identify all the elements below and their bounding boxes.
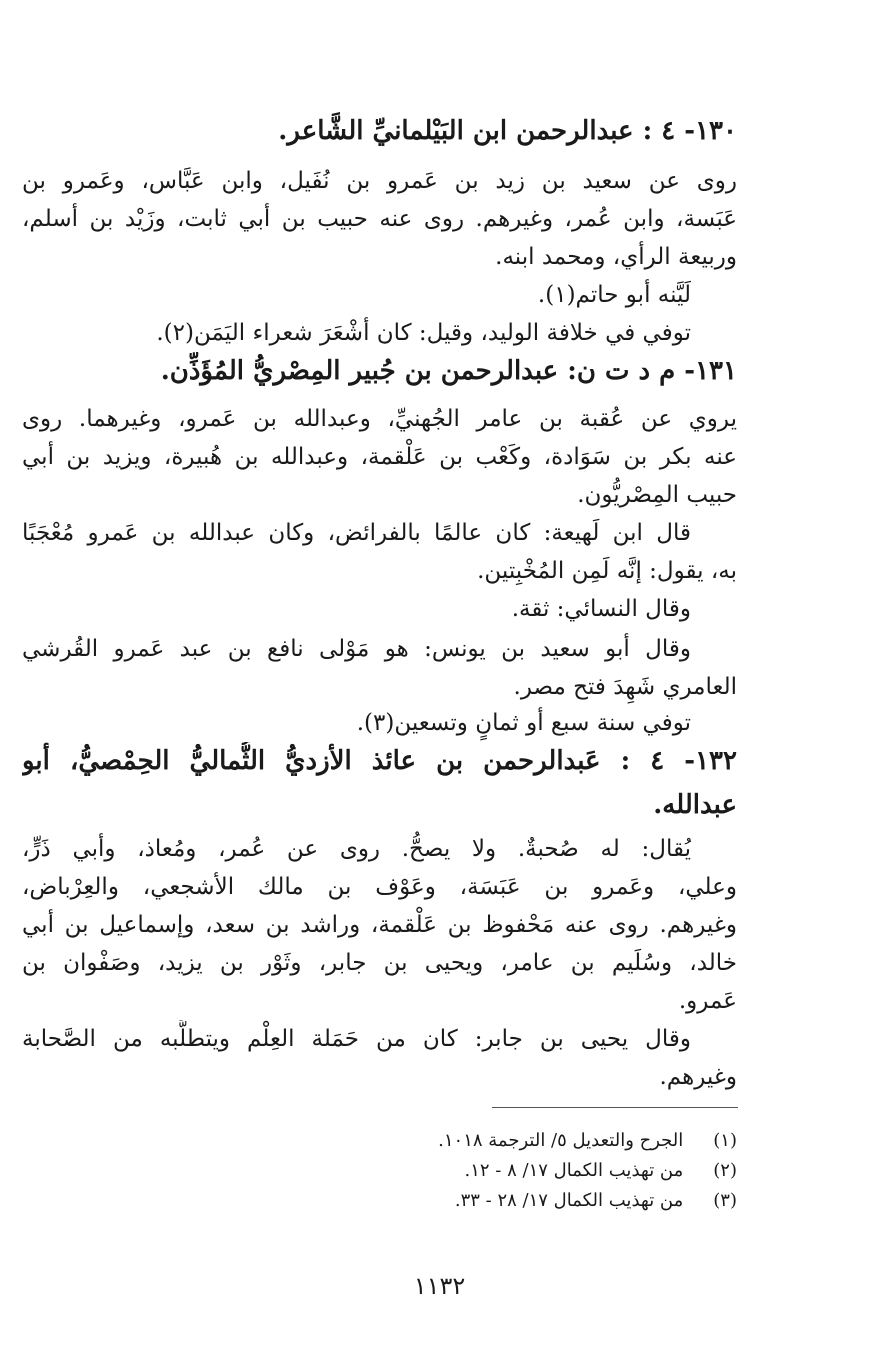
entry-132-line-2: وعلي، وعَمرو بن عَبَسَة، وعَوْف بن مالك الأشجعي، والعِرْباض،: [22, 874, 737, 900]
footnote-1-number: (١): [713, 1130, 737, 1151]
footnote-2-text: من تهذيب الكمال ١٧/ ٨ - ١٢.: [464, 1160, 684, 1181]
entry-132-line-3: وغيرهم. روى عنه مَحْفوظ بن عَلْقمة، وراشد بن سعد، وإسماعيل بن أبي: [22, 912, 737, 938]
entry-131-line-5: به، يقول: إنَّه لَمِن المُخْبِتين.: [477, 558, 737, 584]
footnote-1-text: الجرح والتعديل ٥/ الترجمة ١٠١٨.: [438, 1130, 684, 1151]
footnote-3-number: (٣): [713, 1190, 737, 1211]
entry-131-line-4: قال ابن لَهيعة: كان عالمًا بالفرائض، وكان عبدالله بن عَمرو مُعْجَبًا: [22, 520, 691, 546]
entry-132-heading: ١٣٢- ٤ : عَبدالرحمن بن عائذ الأزديُّ الثُّماليُّ الحِمْصيُّ، أبو: [22, 746, 737, 776]
footnote-3-text: من تهذيب الكمال ١٧/ ٢٨ - ٣٣.: [454, 1190, 684, 1211]
entry-130-heading: ١٣٠- ٤ : عبدالرحمن ابن البَيْلمانيِّ الشَّاعر.: [278, 116, 737, 146]
entry-131-line-6: وقال النسائي: ثقة.: [511, 596, 691, 622]
footnote-1: [22, 1126, 737, 1156]
entry-130-line-2: عَبَسة، وابن عُمر، وغيرهم. روى عنه حبيب بن أبي ثابت، وزَيْد بن أسلم،: [22, 206, 737, 232]
footnote-separator: [492, 1107, 738, 1108]
entry-132-line-6: وقال يحيى بن جابر: كان من حَمَلة العِلْم ويتطلَّبه من الصَّحابة: [22, 1026, 691, 1052]
entry-131-line-9: توفي سنة سبع أو ثمانٍ وتسعين(٣).: [356, 710, 691, 736]
entry-132-heading-cont: عبدالله.: [653, 790, 737, 820]
entry-131-heading: ١٣١- م د ت ن: عبدالرحمن بن جُبير المِصْريُّ المُؤَذِّن.: [160, 356, 737, 386]
page-number: ١١٣٢: [413, 1272, 466, 1300]
entry-131-line-3: حبيب المِصْريُّون.: [577, 482, 737, 508]
entry-132-line-4: خالد، وسُلَيم بن عامر، ويحيى بن جابر، وثَوْر بن يزيد، وصَفْوان بن: [22, 950, 737, 976]
entry-131-line-1: يروي عن عُقبة بن عامر الجُهنيِّ، وعبدالله بن عَمرو، وغيرهما. روى: [22, 406, 737, 432]
footnote-2: [22, 1156, 737, 1186]
footnote-2-number: (٢): [713, 1160, 737, 1181]
entry-130-line-3: وربيعة الرأي، ومحمد ابنه.: [495, 244, 737, 270]
footnote-3: [22, 1186, 737, 1216]
entry-130-line-1: روى عن سعيد بن زيد بن عَمرو بن نُفَيل، وابن عَبَّاس، وعَمرو بن: [22, 168, 737, 194]
entry-131-line-2: عنه بكر بن سَوَادة، وكَعْب بن عَلْقمة، وعبدالله بن هُبيرة، ويزيد بن أبي: [22, 444, 737, 470]
entry-131-line-7: وقال أبو سعيد بن يونس: هو مَوْلى نافع بن عبد عَمرو القُرشي: [22, 636, 691, 662]
entry-131-line-8: العامري شَهِدَ فتح مصر.: [513, 674, 737, 700]
entry-132-line-5: عَمرو.: [678, 988, 737, 1014]
entry-132-line-7: وغيرهم.: [659, 1064, 737, 1090]
entry-130-line-4: لَيَّنه أبو حاتم(١).: [537, 282, 691, 308]
entry-132-line-1: يُقال: له صُحبةٌ. ولا يصحُّ. روى عن عُمر، ومُعاذ، وأبي ذَرٍّ،: [22, 836, 691, 862]
entry-130-line-5: توفي في خلافة الوليد، وقيل: كان أشْعَرَ شعراء اليَمَن(٢).: [156, 320, 691, 346]
